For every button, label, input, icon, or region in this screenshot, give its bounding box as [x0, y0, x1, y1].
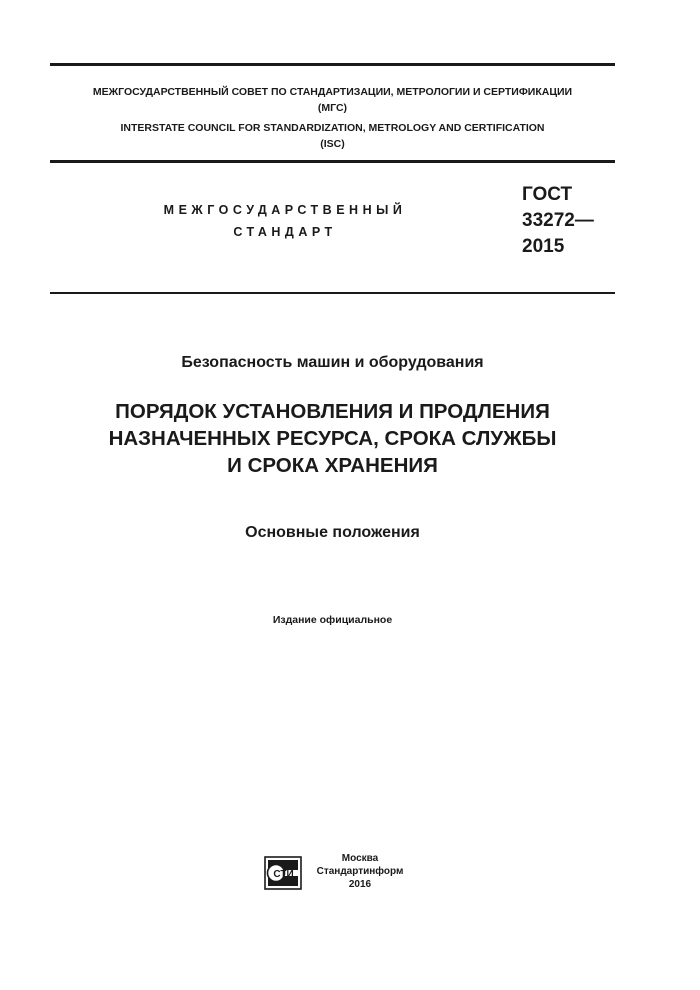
title-line2: НАЗНАЧЕННЫХ РЕСУРСА, СРОКА СЛУЖБЫ: [108, 427, 557, 450]
logo-text: СТИ: [273, 869, 294, 880]
designation-line3: 2015: [522, 236, 565, 257]
edition-note: Издание официальное: [272, 614, 393, 626]
council-ru-line1: МЕЖГОСУДАРСТВЕННЫЙ СОВЕТ ПО СТАНДАРТИЗАЦИИ, МЕТРОЛОГИИ И СЕРТИФИКАЦИИ: [92, 86, 573, 98]
document-subtitle: Основные положения: [245, 524, 420, 541]
designation-line2: 33272—: [522, 210, 594, 231]
council-en-line1: INTERSTATE COUNCIL FOR STANDARDIZATION, METROLOGY AND CERTIFICATION: [120, 122, 545, 134]
title-line1: ПОРЯДОК УСТАНОВЛЕНИЯ И ПРОДЛЕНИЯ: [115, 400, 550, 423]
title-line3: И СРОКА ХРАНЕНИЯ: [227, 454, 438, 477]
publisher-year: 2016: [348, 879, 372, 890]
council-name-ru: [50, 84, 615, 116]
council-ru-abbr: (МГС): [317, 102, 348, 114]
middle-rule: [50, 160, 615, 163]
top-rule: [50, 63, 615, 66]
publisher-city: Москва: [341, 853, 379, 864]
council-name-en: [50, 120, 615, 152]
bottom-rule: [50, 292, 615, 294]
council-en-abbr: (ISC): [320, 138, 345, 150]
standard-type-line2: СТАНДАРТ: [233, 225, 337, 239]
standard-type: [150, 199, 420, 243]
document-subject: Безопасность машин и оборудования: [181, 354, 484, 371]
document-title: [50, 398, 615, 479]
standard-type-line1: МЕЖГОСУДАРСТВЕННЫЙ: [163, 203, 407, 217]
designation-line1: ГОСТ: [522, 184, 573, 205]
publisher-block: [304, 852, 416, 891]
standard-designation: [522, 182, 594, 260]
publisher-name: Стандартинформ: [316, 866, 404, 877]
standartinform-logo-icon: [264, 856, 302, 890]
